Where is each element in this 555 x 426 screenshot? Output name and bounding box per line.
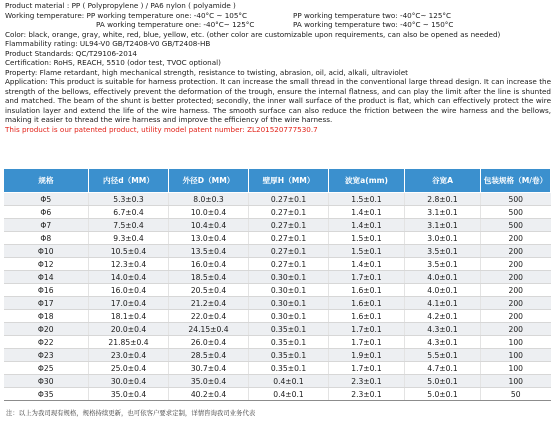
table-cell: 500 <box>481 219 551 232</box>
table-row <box>4 232 551 245</box>
standards-line: Product Standards: QC/T29106-2014 <box>5 48 137 58</box>
table-cell: Φ7 <box>4 219 89 232</box>
table-cell: 100 <box>481 375 551 388</box>
table-cell: 0.30±0.1 <box>249 310 329 323</box>
table-row <box>4 284 551 297</box>
table-cell: 200 <box>481 310 551 323</box>
table-cell: 0.30±0.1 <box>249 284 329 297</box>
table-cell: Φ6 <box>4 206 89 219</box>
table-cell: 22.0±0.4 <box>169 310 249 323</box>
pa-temp-one: PA working temperature one: -40°C~ 125°C <box>96 20 255 29</box>
table-cell: 3.0±0.1 <box>405 232 481 245</box>
table-cell: 4.0±0.1 <box>405 271 481 284</box>
table-cell: 200 <box>481 232 551 245</box>
table-row <box>4 245 551 258</box>
table-cell: 5.0±0.1 <box>405 388 481 401</box>
table-cell: 1.7±0.1 <box>329 362 405 375</box>
table-cell: 1.6±0.1 <box>329 297 405 310</box>
table-cell: Φ14 <box>4 271 89 284</box>
table-cell: Φ22 <box>4 336 89 349</box>
table-cell: 0.35±0.1 <box>249 362 329 375</box>
table-cell: 0.30±0.1 <box>249 297 329 310</box>
table-cell: 21.85±0.4 <box>89 336 169 349</box>
table-cell: Φ10 <box>4 245 89 258</box>
table-cell: 2.3±0.1 <box>329 375 405 388</box>
table-cell: 200 <box>481 297 551 310</box>
table-cell: 30.0±0.4 <box>89 375 169 388</box>
table-cell: 3.5±0.1 <box>405 258 481 271</box>
table-cell: 0.30±0.1 <box>249 271 329 284</box>
table-cell: 100 <box>481 349 551 362</box>
table-cell: Φ16 <box>4 284 89 297</box>
table-cell: 3.1±0.1 <box>405 206 481 219</box>
table-cell: 200 <box>481 245 551 258</box>
footnote: 注：以上为我司现有规格，规格持续更新，也可依客户要求定制，详情咨询我司业务代表 <box>6 409 256 417</box>
table-cell: 200 <box>481 258 551 271</box>
flammability-line: Flammability rating: UL94-V0 GB/T2408-V0 GB/T2408-HB <box>5 39 211 48</box>
table-cell: 0.27±0.1 <box>249 193 329 206</box>
table-cell: 30.7±0.4 <box>169 362 249 375</box>
table-row <box>4 362 551 375</box>
table-cell: 13.0±0.4 <box>169 232 249 245</box>
table-cell: 1.5±0.1 <box>329 193 405 206</box>
table-cell: 2.3±0.1 <box>329 388 405 401</box>
table-cell: 4.3±0.1 <box>405 323 481 336</box>
table-row <box>4 206 551 219</box>
table-cell: Φ12 <box>4 258 89 271</box>
table-cell: 4.2±0.1 <box>405 310 481 323</box>
table-cell: 1.7±0.1 <box>329 336 405 349</box>
property-line: Property: Flame retardant, high mechanical strength, resistance to twisting, abrasion, oil, acid, alkali, ultraviolet <box>5 67 408 77</box>
table-cell: 5.0±0.1 <box>405 375 481 388</box>
table-cell: 5.5±0.1 <box>405 349 481 362</box>
table-cell: 35.0±0.4 <box>169 375 249 388</box>
table-cell: 100 <box>481 336 551 349</box>
header-wave-width: 波宽a(mm) <box>329 169 405 193</box>
table-cell: 10.4±0.4 <box>169 219 249 232</box>
temperature-row-pa <box>5 20 551 30</box>
table-cell: 10.0±0.4 <box>169 206 249 219</box>
table-cell: 26.0±0.4 <box>169 336 249 349</box>
table-row <box>4 193 551 206</box>
table-cell: Φ18 <box>4 310 89 323</box>
table-cell: 18.1±0.4 <box>89 310 169 323</box>
table-cell: 24.15±0.4 <box>169 323 249 336</box>
table-cell: 17.0±0.4 <box>89 297 169 310</box>
table-cell: 13.5±0.4 <box>169 245 249 258</box>
table-row <box>4 349 551 362</box>
table-cell: 1.4±0.1 <box>329 206 405 219</box>
table-cell: 200 <box>481 271 551 284</box>
temperature-row-pp <box>5 11 551 21</box>
pa-temp-two: PA working temperature two: -40°C ~ 150°C <box>293 20 454 29</box>
table-header-row <box>4 169 551 193</box>
table-cell: Φ25 <box>4 362 89 375</box>
table-cell: 4.3±0.1 <box>405 336 481 349</box>
pp-temp-two: PP working temperature two: -40°C~ 125°C <box>293 10 451 20</box>
table-cell: 20.5±0.4 <box>169 284 249 297</box>
table-cell: 1.9±0.1 <box>329 349 405 362</box>
table-cell: 1.4±0.1 <box>329 258 405 271</box>
table-cell: 9.3±0.4 <box>89 232 169 245</box>
table-cell: 20.0±0.4 <box>89 323 169 336</box>
table-cell: 23.0±0.4 <box>89 349 169 362</box>
table-row <box>4 310 551 323</box>
pp-temp-one: Working temperature: PP working temperature one: -40°C ~ 105°C <box>5 10 248 20</box>
color-line: Color: black, orange, gray, white, red, blue, yellow, etc. (other color are customizable upon requirements, can also be opened as needed) <box>5 29 501 39</box>
table-cell: 21.2±0.4 <box>169 297 249 310</box>
table-cell: 0.27±0.1 <box>249 219 329 232</box>
header-valley-width: 谷宽A <box>405 169 481 193</box>
header-outer-diameter: 外径D（MM） <box>169 169 249 193</box>
table-cell: 0.35±0.1 <box>249 336 329 349</box>
material-line: Product material : PP ( Polypropylene ) / PA6 nylon ( polyamide ) <box>5 1 236 10</box>
table-cell: 0.27±0.1 <box>249 258 329 271</box>
table-cell: 0.27±0.1 <box>249 232 329 245</box>
table-row <box>4 297 551 310</box>
table-cell: 1.4±0.1 <box>329 219 405 232</box>
table-row <box>4 258 551 271</box>
table-cell: 0.27±0.1 <box>249 206 329 219</box>
table-cell: 4.7±0.1 <box>405 362 481 375</box>
table-cell: 0.35±0.1 <box>249 323 329 336</box>
table-cell: 10.5±0.4 <box>89 245 169 258</box>
table-cell: Φ20 <box>4 323 89 336</box>
table-cell: 0.4±0.1 <box>249 375 329 388</box>
table-cell: 4.0±0.1 <box>405 284 481 297</box>
header-package: 包装规格（M/卷） <box>481 169 551 193</box>
table-cell: 7.5±0.4 <box>89 219 169 232</box>
table-row <box>4 375 551 388</box>
product-description <box>5 1 551 134</box>
table-cell: 1.6±0.1 <box>329 284 405 297</box>
table-cell: 0.27±0.1 <box>249 245 329 258</box>
table-body <box>4 193 551 401</box>
table-cell: 8.0±0.3 <box>169 193 249 206</box>
table-cell: Φ5 <box>4 193 89 206</box>
table-cell: 100 <box>481 362 551 375</box>
table-row <box>4 388 551 401</box>
table-cell: 0.35±0.1 <box>249 349 329 362</box>
table-cell: 1.5±0.1 <box>329 245 405 258</box>
table-row <box>4 219 551 232</box>
table-row <box>4 271 551 284</box>
table-cell: 3.1±0.1 <box>405 219 481 232</box>
table-cell: 28.5±0.4 <box>169 349 249 362</box>
table-cell: 4.1±0.1 <box>405 297 481 310</box>
table-cell: 18.5±0.4 <box>169 271 249 284</box>
table-cell: Φ35 <box>4 388 89 401</box>
table-cell: 2.8±0.1 <box>405 193 481 206</box>
table-cell: Φ8 <box>4 232 89 245</box>
application-paragraph: Application: This product is suitable for harness protection. It can increase the small thread in the conventional large thread design. It can increase the strength of the bellows, effectively prevent the deformation of the trough, ensure the internal flatness, and can play the limit after the line is shunted and matched. The beam of the shunt is better protected; secondly, the inner wall surface of the product is flat, which can effectively protect the wire insulation layer and extend the life of the wire harness. The smooth surface can also reduce the friction between the wire harness and the bellows, making it easier to thread the wire harness and improve the efficiency of the wire harness. <box>5 77 551 124</box>
table-cell: 1.6±0.1 <box>329 310 405 323</box>
table-cell: 50 <box>481 388 551 401</box>
header-spec: 规格 <box>4 169 89 193</box>
table-cell: Φ30 <box>4 375 89 388</box>
table-cell: 16.0±0.4 <box>169 258 249 271</box>
table-cell: 25.0±0.4 <box>89 362 169 375</box>
table-cell: 200 <box>481 284 551 297</box>
table-cell: 14.0±0.4 <box>89 271 169 284</box>
table-cell: 200 <box>481 323 551 336</box>
table-cell: 1.5±0.1 <box>329 232 405 245</box>
table-cell: Φ17 <box>4 297 89 310</box>
table-cell: 12.3±0.4 <box>89 258 169 271</box>
header-wall-thickness: 壁厚H（MM） <box>249 169 329 193</box>
table-row <box>4 336 551 349</box>
table-cell: 1.7±0.1 <box>329 271 405 284</box>
table-cell: 0.4±0.1 <box>249 388 329 401</box>
table-cell: 1.7±0.1 <box>329 323 405 336</box>
table-cell: 40.2±0.4 <box>169 388 249 401</box>
spec-table <box>3 168 551 401</box>
header-inner-diameter: 内径d（MM） <box>89 169 169 193</box>
patent-line: This product is our patented product, utility model patent number: ZL201520777530.7 <box>5 124 318 134</box>
table-cell: 5.3±0.3 <box>89 193 169 206</box>
table-cell: 500 <box>481 206 551 219</box>
table-row <box>4 323 551 336</box>
table-cell: Φ23 <box>4 349 89 362</box>
table-cell: 6.7±0.4 <box>89 206 169 219</box>
table-cell: 3.5±0.1 <box>405 245 481 258</box>
certification-line: Certification: RoHS, REACH, 5510 (odor test, TVOC optional) <box>5 58 221 67</box>
table-cell: 16.0±0.4 <box>89 284 169 297</box>
table-cell: 35.0±0.4 <box>89 388 169 401</box>
table-cell: 500 <box>481 193 551 206</box>
